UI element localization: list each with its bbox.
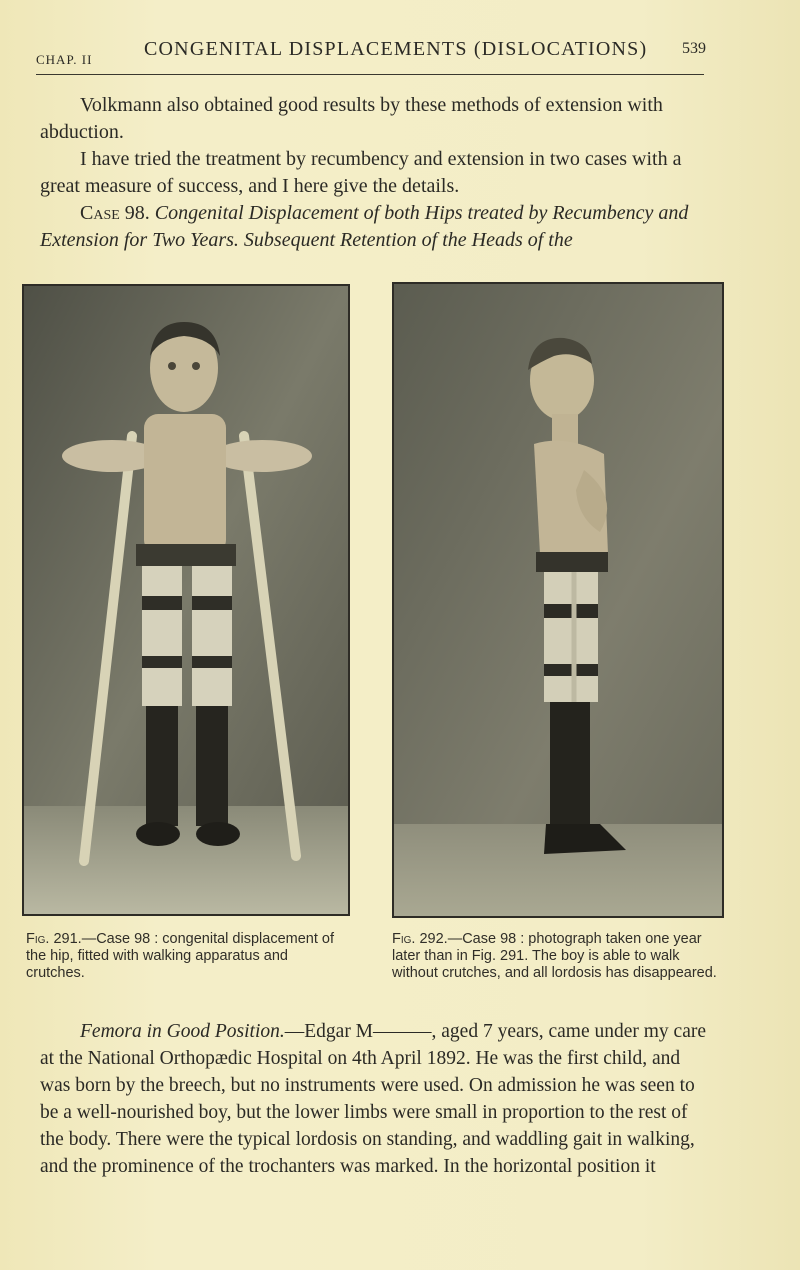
case-heading [40, 200, 706, 254]
header-rule [36, 74, 704, 75]
paragraph-volkmann: Volkmann also obtained good results by these methods of extension with abduction. [40, 94, 663, 143]
case-body-text: —Edgar M———, aged 7 years, came under my care at the National Orthopædic Hospital on 4th April 1892. He was the first child, and was born by the breech, but no instruments were used. On admission he was seen to be a well-nourished boy, but the lower limbs were small in proportion to the rest of the body. There were the typical lordosis on standing, and waddling gait in walking, and the prominence of the trochanters was marked. In the horizontal position it [40, 1021, 707, 1177]
boy-with-crutches-illustration [24, 286, 348, 914]
page-header [36, 38, 706, 70]
chapter-label: CHAP. II [36, 52, 93, 67]
case-label: Case 98. [80, 202, 150, 224]
figure-292-caption-text: —Case 98 : photograph taken one year later than in Fig. 291. The boy is able to walk without crutches, and all lordosis has disappeared. [392, 931, 717, 981]
figure-292-photo [392, 282, 724, 918]
case-body-paragraph [40, 1018, 708, 1180]
paragraph-treatment: I have tried the treatment by recumbency and extension in two cases with a great measure of success, and I here give the details. [40, 148, 682, 197]
running-head: CONGENITAL DISPLACEMENTS (DISLOCATIONS) [144, 38, 648, 60]
case-title: Congenital Displacement of both Hips treated by Recumbency and Extension for Two Years. Subsequent Retention of the Heads of the [40, 202, 689, 251]
page-number: 539 [682, 40, 706, 57]
boy-standing-profile-illustration [394, 284, 722, 916]
figure-292-number: Fig. 292. [392, 931, 448, 947]
figure-291-caption [26, 931, 348, 982]
figure-291-photo [22, 284, 350, 916]
figure-291-number: Fig. 291. [26, 931, 82, 947]
section-lead: Femora in Good Position. [80, 1021, 285, 1042]
figure-291-caption-text: —Case 98 : congenital displacement of the hip, fitted with walking apparatus and crutches. [26, 931, 334, 981]
figure-292-caption [392, 931, 722, 982]
